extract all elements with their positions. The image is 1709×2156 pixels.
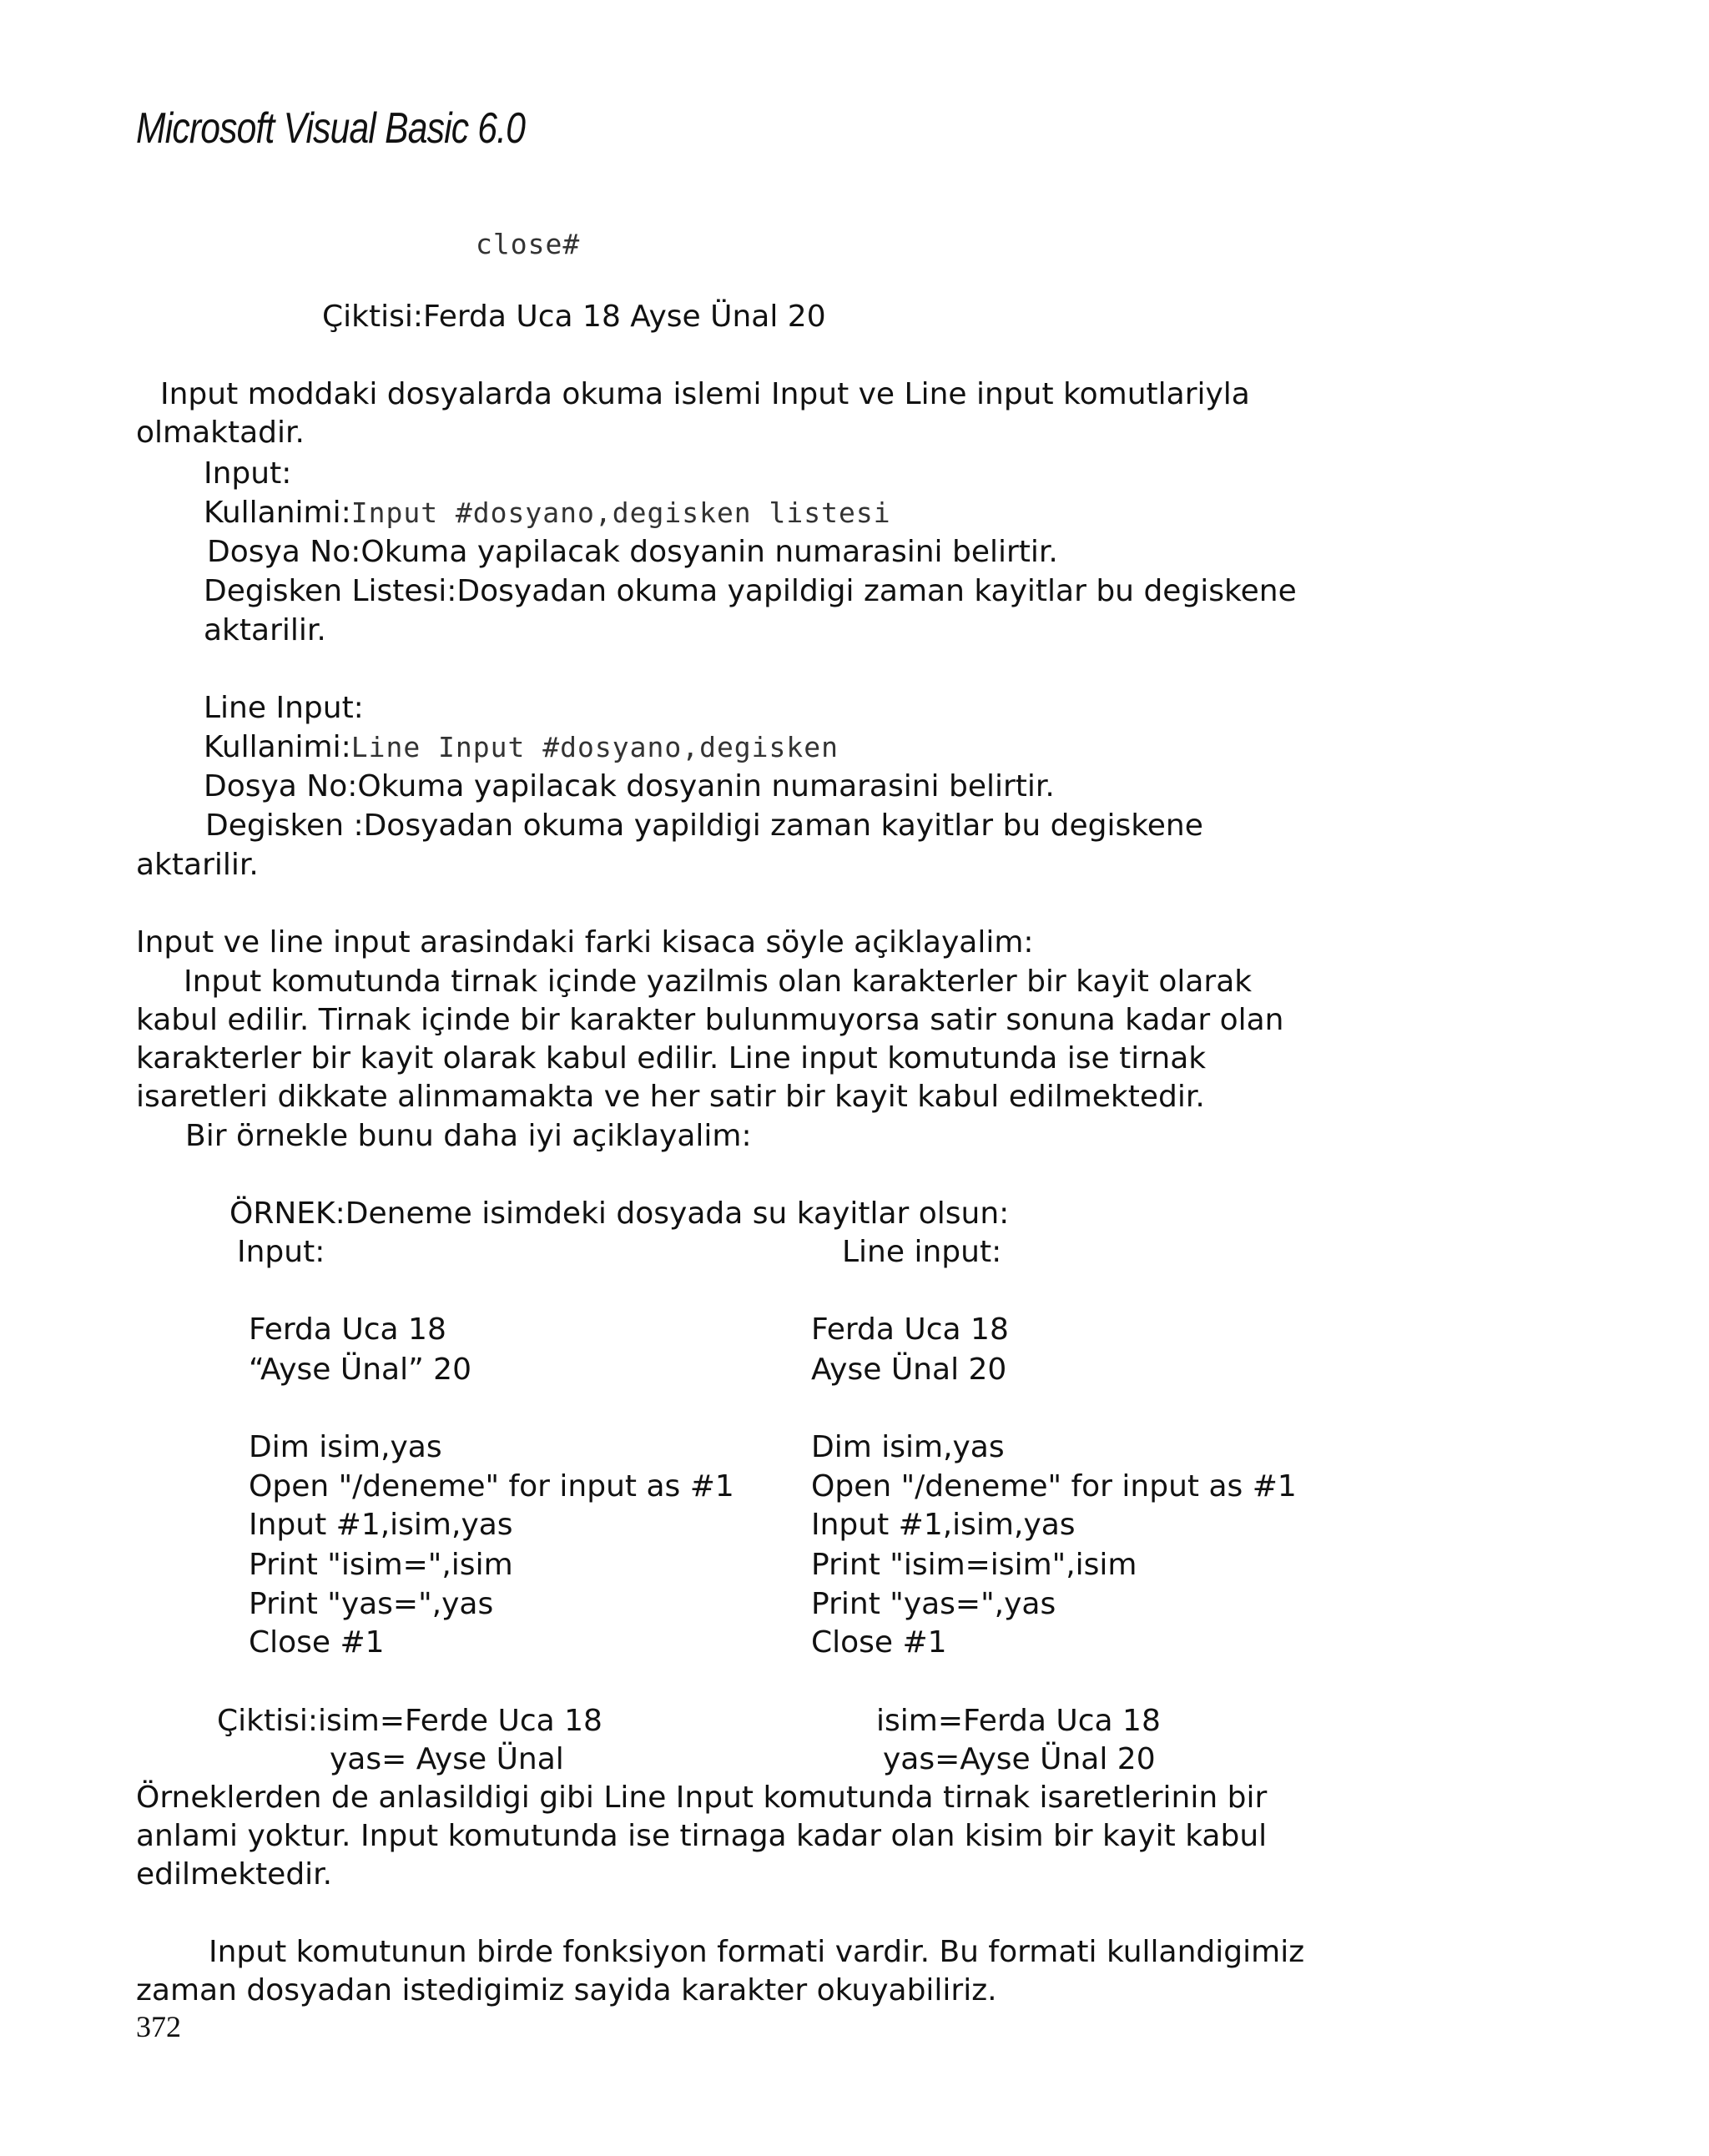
syntax-label: Kullanimi: [204, 496, 351, 530]
paragraph-line: kabul edilir. Tirnak içinde bir karakter bulunmuyorsa satir sonuna kadar olan [136, 1003, 1284, 1037]
example-output-left: yas= Ayse Ünal [330, 1742, 564, 1776]
example-right-line: Input #1,isim,yas [811, 1508, 1076, 1542]
example-left-line: Input #1,isim,yas [249, 1508, 513, 1542]
definition-line: Dosya No:Okuma yapilacak dosyanin numarasini belirtir. [207, 535, 1058, 569]
example-output-right: yas=Ayse Ünal 20 [883, 1742, 1156, 1776]
example-left-line: Print "isim=",isim [249, 1548, 513, 1582]
paragraph-line: Bir örnekle bunu daha iyi açiklayalim: [185, 1119, 752, 1153]
page-header-title: Microsoft Visual Basic 6.0 [136, 104, 526, 153]
example-output-right: isim=Ferda Uca 18 [876, 1704, 1161, 1738]
definition-line: Degisken Listesi:Dosyadan okuma yapildigi zaman kayitlar bu degiskene [204, 574, 1297, 608]
example-right-line: Ayse Ünal 20 [811, 1353, 1007, 1387]
definition-line: Dosya No:Okuma yapilacak dosyanin numarasini belirtir. [204, 769, 1055, 803]
paragraph-line: zaman dosyadan istedigimiz sayida karakter okuyabiliriz. [136, 1973, 997, 2007]
syntax-line [204, 494, 891, 532]
example-left-line: Print "yas=",yas [249, 1587, 494, 1621]
example-left-line: Dim isim,yas [249, 1430, 442, 1464]
paragraph-line: Input komutunun birde fonksiyon formati vardir. Bu formati kullandigimiz [209, 1935, 1305, 1969]
example-output-left: Çiktisi:isim=Ferde Uca 18 [217, 1704, 602, 1738]
syntax-label: Kullanimi: [204, 730, 351, 764]
paragraph-line: Input moddaki dosyalarda okuma islemi Input ve Line input komutlariyla [160, 377, 1250, 411]
page-number: 372 [136, 2010, 181, 2043]
paragraph-line: Örneklerden de anlasildigi gibi Line Input komutunda tirnak isaretlerinin bir [136, 1781, 1268, 1815]
syntax-line [204, 728, 839, 767]
example-right-line: Close #1 [811, 1625, 947, 1660]
example-right-line: Print "yas=",yas [811, 1587, 1056, 1621]
paragraph-line: olmaktadir. [136, 416, 305, 450]
syntax-code: Line Input #dosyano,degisken [350, 731, 839, 763]
example-left-line: “Ayse Ünal” 20 [249, 1353, 471, 1387]
code-close-hash: close# [476, 228, 581, 260]
example-left-line: Ferda Uca 18 [249, 1312, 446, 1347]
column-heading-line-input: Line input: [842, 1235, 1002, 1269]
paragraph-line: Input ve line input arasindaki farki kisaca söyle açiklayalim: [136, 925, 1034, 960]
example-left-line: Close #1 [249, 1625, 385, 1660]
paragraph-line: karakterler bir kayit olarak kabul edilir. Line input komutunda ise tirnak [136, 1041, 1207, 1075]
syntax-code: Input #dosyano,degisken listesi [350, 496, 891, 529]
example-heading: ÖRNEK:Deneme isimdeki dosyada su kayitlar olsun: [229, 1196, 1010, 1231]
section-heading-line-input: Line Input: [204, 691, 364, 725]
paragraph-line: edilmektedir. [136, 1857, 333, 1892]
example-right-line: Print "isim=isim",isim [811, 1548, 1137, 1582]
paragraph-line: Input komutunda tirnak içinde yazilmis olan karakterler bir kayit olarak [184, 965, 1253, 999]
definition-line: aktarilir. [136, 848, 259, 882]
example-right-line: Dim isim,yas [811, 1430, 1005, 1464]
definition-line: aktarilir. [204, 613, 326, 647]
example-right-line: Open "/deneme" for input as #1 [811, 1469, 1297, 1504]
column-heading-input: Input: [237, 1235, 325, 1269]
section-heading-input: Input: [204, 456, 292, 491]
example-left-line: Open "/deneme" for input as #1 [249, 1469, 734, 1504]
example-right-line: Ferda Uca 18 [811, 1312, 1009, 1347]
definition-line: Degisken :Dosyadan okuma yapildigi zaman kayitlar bu degiskene [205, 808, 1203, 843]
output-line: Çiktisi:Ferda Uca 18 Ayse Ünal 20 [322, 300, 826, 334]
paragraph-line: isaretleri dikkate alinmamakta ve her satir bir kayit kabul edilmektedir. [136, 1080, 1205, 1114]
paragraph-line: anlami yoktur. Input komutunda ise tirnaga kadar olan kisim bir kayit kabul [136, 1819, 1268, 1853]
